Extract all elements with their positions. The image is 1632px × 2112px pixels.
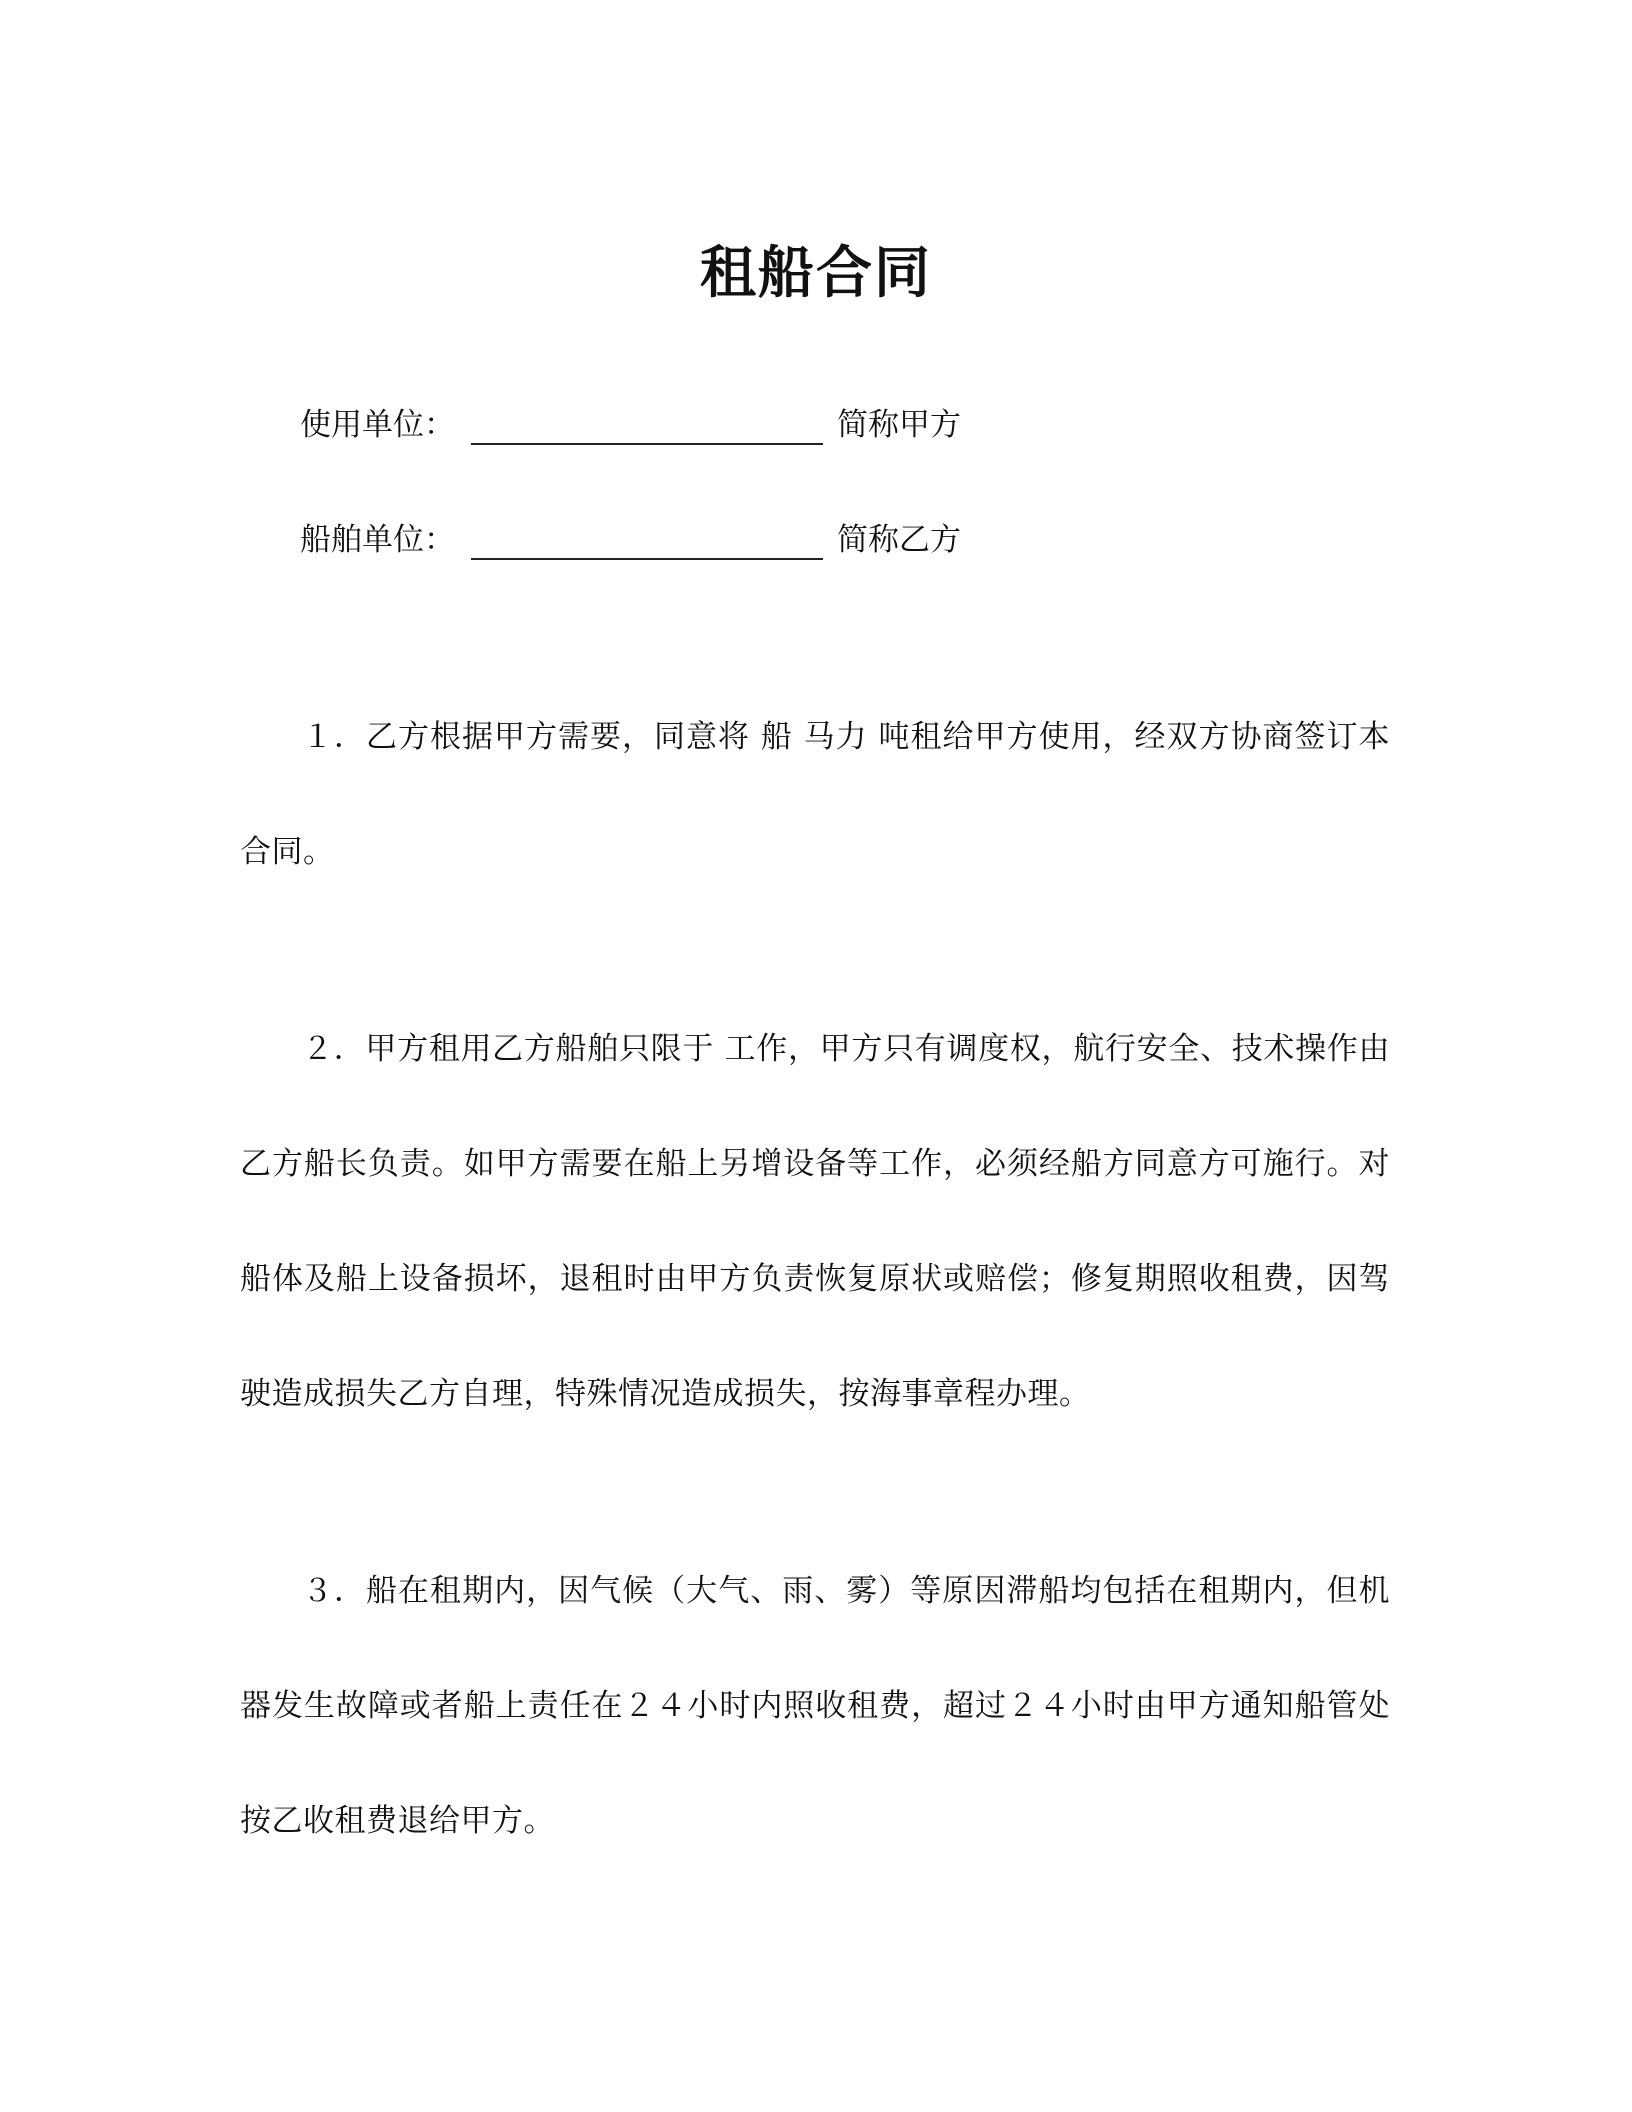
party-blank-ship: [471, 520, 823, 560]
party-row-user: [300, 400, 961, 450]
clause-3: ３．船在租期内，因气候（大气、雨、雾）等原因滞船均包括在租期内，但机器发生故障或者船上责任在２４小时内照收租费，超过２４小时由甲方通知船管处按乙收租费退给甲方。: [240, 1573, 1390, 1839]
document-title: 租船合同: [700, 240, 932, 306]
clause-2: ２．甲方租用乙方船舶只限于 工作，甲方只有调度权，航行安全、技术操作由乙方船长负责。如甲方需要在船上另增设备等工作，必须经船方同意方可施行。对船体及船上设备损坏，退租时由甲方负责恢复原状或赔偿；修复期照收租费，因驾驶造成损失乙方自理，特殊情况造成损失，按海事章程办理。: [240, 1031, 1390, 1412]
party-blank-user: [471, 405, 823, 445]
clause-1: １．乙方根据甲方需要，同意将 船 马力 吨租给甲方使用，经双方协商签订本合同。: [240, 719, 1390, 870]
party-label-user: 使用单位：: [300, 407, 455, 443]
party-alias-ship: 简称乙方: [837, 522, 961, 558]
party-row-ship: [300, 515, 961, 565]
party-label-ship: 船舶单位：: [300, 522, 455, 558]
party-alias-user: 简称甲方: [837, 407, 961, 443]
